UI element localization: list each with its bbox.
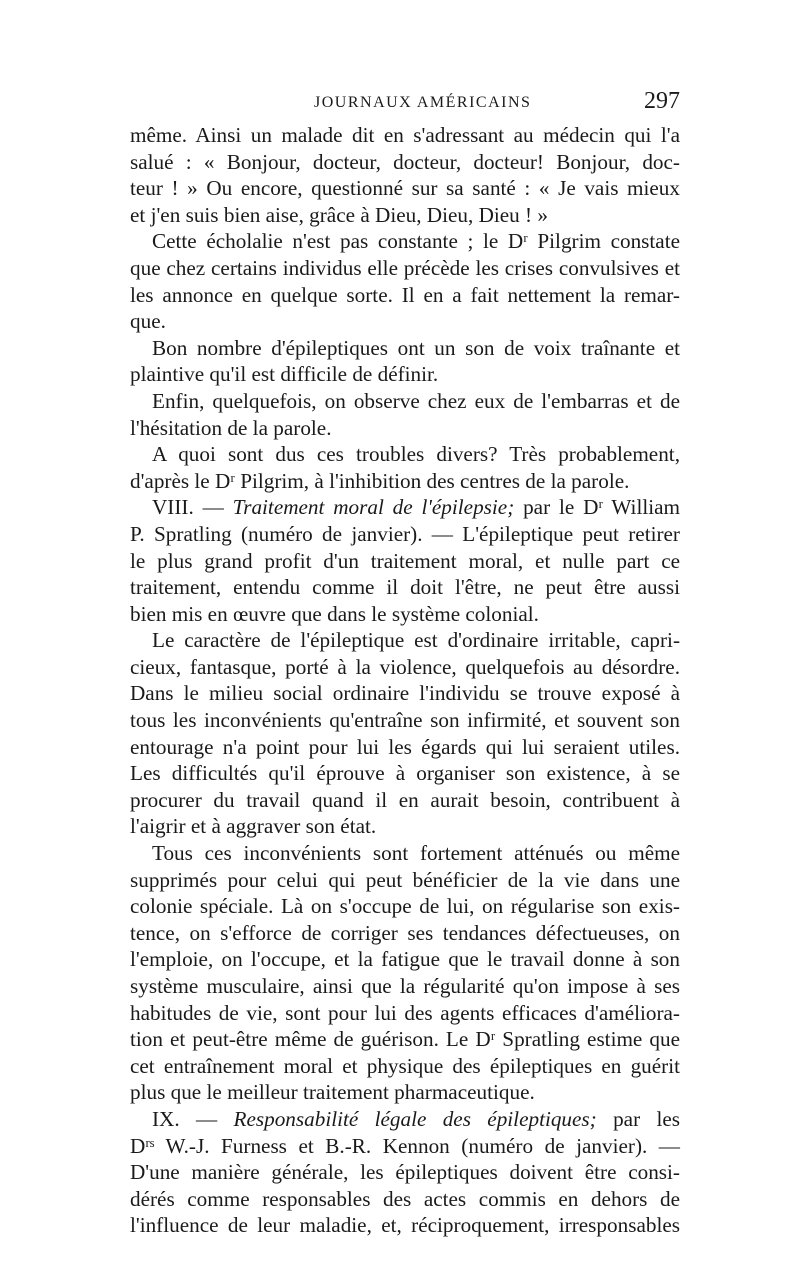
text-line: habitudes de vie, sont pour lui des agents efficaces d'améliora- (130, 1000, 680, 1025)
text-line: bien mis en œuvre que dans le système colonial. (130, 601, 539, 626)
text-line: tous les inconvénients qu'entraîne son infirmité, et souvent son (130, 708, 680, 733)
text-line: salué : « Bonjour, docteur, docteur, docteur! Bonjour, doc- (130, 149, 680, 174)
text-line: Le caractère de l'épileptique est d'ordinaire irritable, capri- (152, 628, 680, 653)
text-line: plus que le meilleur traitement pharmaceutique. (130, 1080, 535, 1105)
text-line: l'emploie, on l'occupe, et la fatigue que le travail donne à son (130, 947, 680, 972)
text-line: teur ! » Ou encore, questionné sur sa santé : « Je vais mieux (130, 176, 680, 201)
article-title: Traitement moral de l'épilepsie; (232, 495, 515, 520)
text-span: IX. — (152, 1106, 234, 1131)
text-line: Enfin, quelquefois, on observe chez eux de l'embarras et de (152, 388, 680, 413)
text-line: le plus grand profit d'un traitement moral, et nulle part ce (130, 548, 680, 573)
text-line: dérés comme responsables des actes commis en dehors de (130, 1186, 680, 1211)
text-line (130, 1106, 680, 1133)
text-line: Bon nombre d'épileptiques ont un son de voix traînante et (152, 335, 680, 360)
text-line: cieux, fantasque, porté à la violence, quelquefois au désordre. (130, 654, 680, 679)
text-line: que. (130, 309, 166, 334)
text-line: même. Ainsi un malade dit en s'adressant au médecin qui l'a (130, 123, 680, 147)
article-title: Responsabilité légale des épileptiques; (233, 1106, 597, 1131)
text-line: Les difficultés qu'il éprouve à organiser son existence, à se (130, 761, 680, 786)
page-header (130, 88, 680, 122)
text-line: tence, on s'efforce de corriger ses tendances défectueuses, on (130, 920, 680, 945)
text-span: par le Dʳ William (514, 495, 680, 520)
text-line (130, 494, 680, 521)
text-line: P. Spratling (numéro de janvier). — L'épileptique peut retirer (130, 521, 680, 546)
text-line: l'hésitation de la parole. (130, 415, 332, 440)
text-line: les annonce en quelque sorte. Il en a fait nettement la remar- (130, 282, 680, 307)
text-line: Dʳˢ W.-J. Furness et B.-R. Kennon (numéro de janvier). — (130, 1133, 680, 1158)
text-line: Dans le milieu social ordinaire l'individu se trouve exposé à (130, 681, 680, 706)
running-title: JOURNAUX AMÉRICAINS (314, 94, 532, 111)
text-line: entourage n'a point pour lui les égards qui lui seraient utiles. (130, 734, 680, 759)
text-line: et j'en suis bien aise, grâce à Dieu, Dieu, Dieu ! » (130, 202, 549, 227)
text-line: cet entraînement moral et physique des épileptiques en guérit (130, 1053, 680, 1078)
text-span: par les (596, 1106, 680, 1131)
page-number: 297 (644, 88, 680, 114)
text-line: d'après le Dʳ Pilgrim, à l'inhibition des centres de la parole. (130, 468, 630, 493)
text-line: procurer du travail quand il en aurait besoin, contribuent à (130, 787, 680, 812)
text-line: D'une manière générale, les épileptiques doivent être consi- (130, 1160, 680, 1185)
text-line: A quoi sont dus ces troubles divers? Très probablement, (152, 442, 680, 467)
text-line: l'aigrir et à aggraver son état. (130, 814, 377, 839)
text-line: que chez certains individus elle précède les crises convulsives et (130, 255, 680, 280)
text-line: plaintive qu'il est difficile de définir. (130, 362, 439, 387)
text-line: traitement, entendu comme il doit l'être, ne peut être aussi (130, 575, 680, 600)
text-span: VIII. — (152, 495, 233, 520)
text-line: tion et peut-être même de guérison. Le Dʳ Spratling estime que (130, 1027, 680, 1052)
body-text (130, 122, 680, 1239)
text-line: Tous ces inconvénients sont fortement atténués ou même (152, 841, 680, 866)
text-line: supprimés pour celui qui peut bénéficier de la vie dans une (130, 867, 680, 892)
text-line: colonie spéciale. Là on s'occupe de lui, on régularise son exis- (130, 894, 680, 919)
text-line: système musculaire, ainsi que la régularité qu'on impose à ses (130, 974, 680, 998)
text-line: Cette écholalie n'est pas constante ; le Dʳ Pilgrim constate (152, 229, 680, 254)
text-line: l'influence de leur maladie, et, réciproquement, irresponsables (130, 1213, 680, 1238)
